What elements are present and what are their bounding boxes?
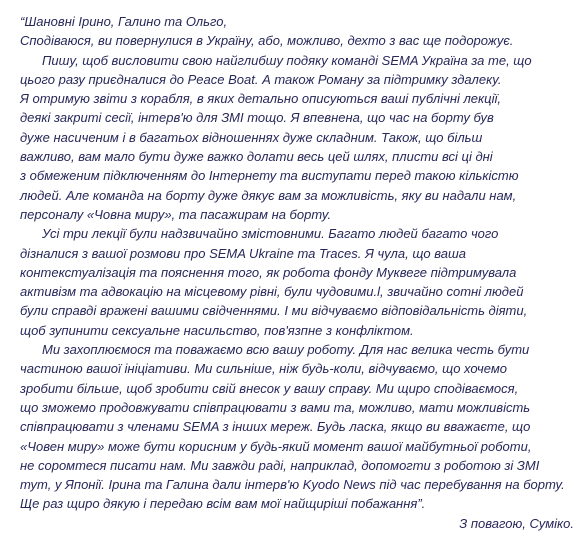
- text-line: співпрацювати з членами SEMA з інших мереж. Будь ласка, якщо ви вважаєте, що: [20, 419, 531, 435]
- signature-text: З повагою, Суміко.: [459, 515, 574, 531]
- letter-greeting: [20, 12, 574, 31]
- text-line: «Човен миру» може бути корисним у будь-який момент вашої майбутньої роботи,: [20, 438, 532, 454]
- text-line: дізналися з вашої розмови про SEMA Ukraine та Traces. Я чула, що ваша: [20, 245, 466, 261]
- text-line: з обмеженим підключенням до Інтернету та виступати перед такою кількістю: [20, 168, 519, 184]
- text-line: активізм та адвокацію на місцевому рівні, були чудовими.l, звичайно сотні людей: [20, 284, 524, 300]
- text-line: Пишу, щоб висловити свою найглибшу подяку команді SEMA Україна за те, що: [42, 52, 532, 68]
- text-line: персоналу «Човна миру», та пасажирам на борту.: [20, 206, 332, 222]
- text-line: тут, у Японії. Ірина та Галина дали інтерв'ю Kyodo News під час перебування на борту.: [20, 477, 565, 493]
- letter-paragraph-2: [20, 51, 574, 225]
- text-line: що зможемо продовжувати співпрацювати з вами та, можливо, мати можливість: [20, 399, 531, 415]
- letter-paragraph-3: [20, 224, 574, 340]
- text-line: Я отримую звіти з корабля, в яких детально описуються ваші публічні лекції,: [20, 91, 501, 107]
- letter-paragraph-1: [20, 31, 574, 50]
- text-line: Усі три лекції були надзвичайно змістовними. Багато людей багато чого: [42, 226, 499, 242]
- text-line: частиною вашої ініціативи. Ми сильніше, ніж будь-коли, відчуваємо, що хочемо: [20, 361, 508, 377]
- text-line: Ми захоплюємося та поважаємо всю вашу роботу. Для нас велика честь бути: [42, 342, 530, 358]
- text-line: людей. Але команда на борту дуже дякує вам за можливість, яку ви надали нам,: [20, 187, 517, 203]
- text-line: не соромтеся писати нам. Ми завжди раді, наприклад, допомогти з роботою зі ЗМІ: [20, 457, 540, 473]
- text-line: цього разу приєдналися до Peace Boat. А також Роману за підтримку здалеку.: [20, 71, 502, 87]
- text-line: були справді вражені вашими свідченнями. І ми відчуваємо відповідальність діяти,: [20, 303, 528, 319]
- text-line: контекстуалізація та пояснення того, як робота фонду Муквеге підтримувала: [20, 264, 517, 280]
- text-line: Сподіваюся, ви повернулися в Україну, або, можливо, дехто з вас ще подорожує.: [20, 33, 514, 49]
- text-line: зробити більше, щоб зробити свій внесок у вашу справу. Ми щиро сподіваємося,: [20, 380, 519, 396]
- text-line: дуже насиченим і в багатьох відношеннях дуже складним. Також, що більш: [20, 129, 483, 145]
- letter-signature: [20, 514, 574, 533]
- text-line: Ще раз щиро дякую і передаю всім вам мої найщиріші побажання”.: [20, 496, 426, 512]
- text-line: деякі закриті сесії, інтерв'ю для ЗМІ тощо. Я впевнена, що час на борту був: [20, 110, 494, 126]
- text-line: “Шановні Ірино, Галино та Ольго,: [20, 14, 228, 29]
- letter-paragraph-4: [20, 340, 574, 514]
- text-line: щоб зупинити сексуальне насильство, пов'язпне з конфліктом.: [20, 322, 414, 338]
- text-line: важливо, вам мало бути дуже важко долати весь цей шлях, плисти всі ці дні: [20, 149, 493, 165]
